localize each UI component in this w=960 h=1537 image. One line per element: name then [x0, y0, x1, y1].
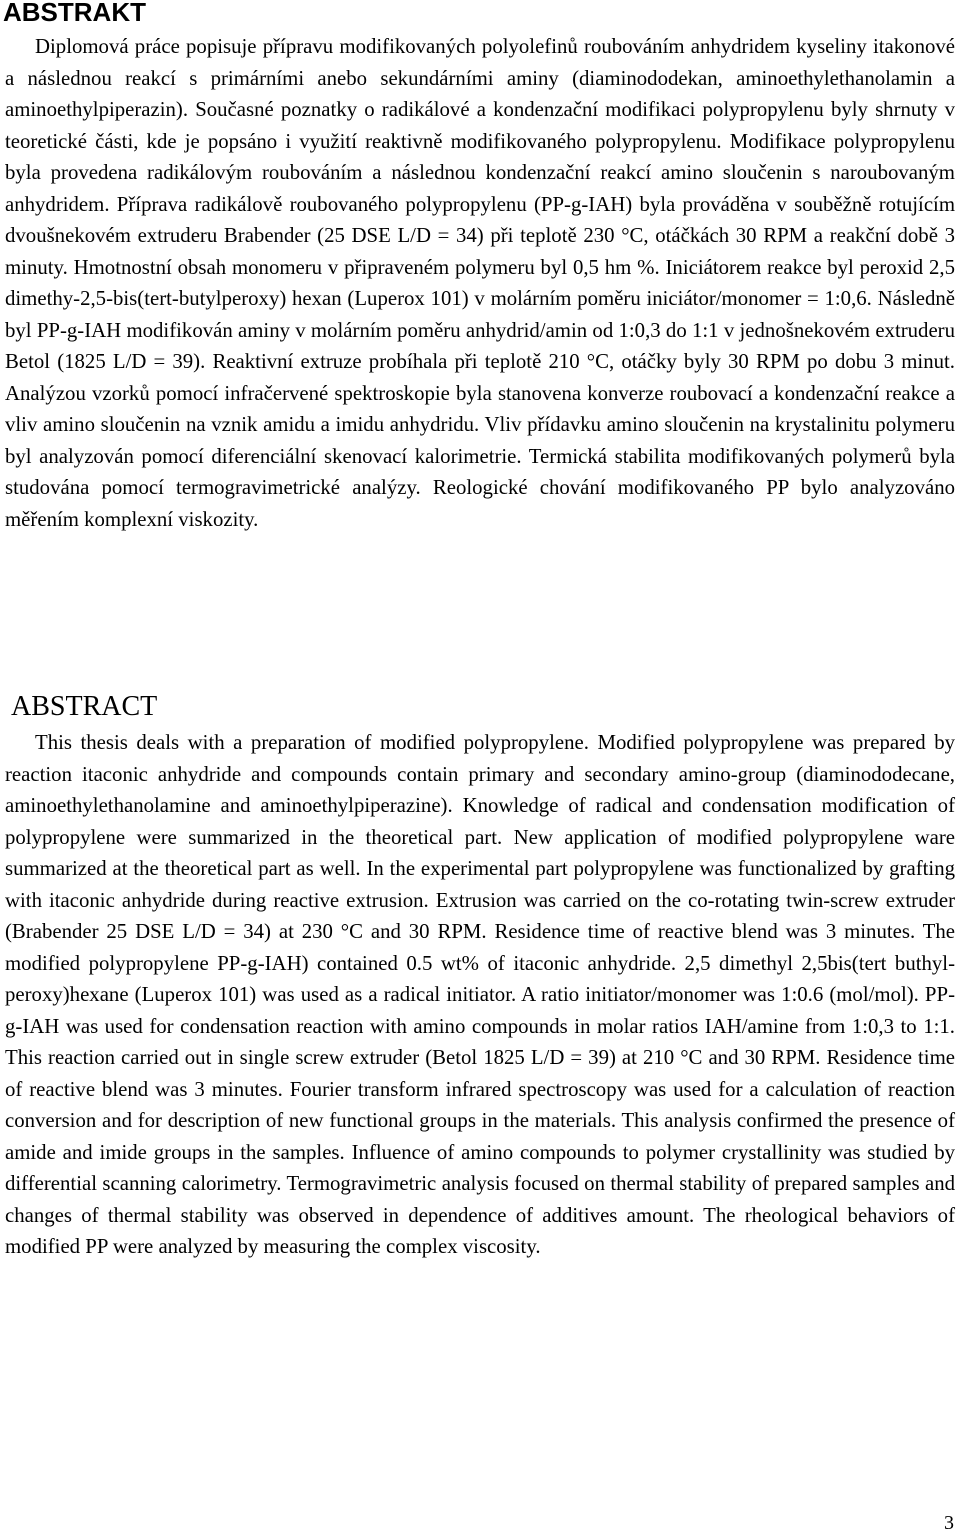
abstrakt-heading: ABSTRAKT [3, 0, 146, 27]
page-number: 3 [944, 1512, 954, 1534]
abstract-paragraph: This thesis deals with a preparation of modified polypropylene. Modified polypropylene was prepared by reaction itaconic anhydride and compounds contain primary and secondary amino-group (diaminododecane, aminoethylethanolamine and aminoethylpiperazine). Knowledge of radical and condensation modification of polypropylene were summarized in the theoretical part. New application of modified polypropylene ware summarized at the theoretical part as well. In the experimental part polypropylene was functionalized by grafting with itaconic anhydride during reactive extrusion. Extrusion was carried on the co-rotating twin-screw extruder (Brabender 25 DSE L/D = 34) at 230 °C and 30 RPM. Residence time of reactive blend was 3 minutes. The modified polypropylene PP-g-IAH) contained 0.5 wt% of itaconic anhydride. 2,5 dimethyl 2,5bis(tert buthyl-peroxy)hexane (Luperox 101) was used as a radical initiator. A ratio initiator/monomer was 1:0.6 (mol/mol). PP-g-IAH was used for condensation reaction with amino compounds in molar ratios IAH/amine from 1:0,3 to 1:1. This reaction carried out in single screw extruder (Betol 1825 L/D = 39) at 210 °C and 30 RPM. Residence time of reactive blend was 3 minutes. Fourier transform infrared spectroscopy was used for a calculation of reaction conversion and for description of new functional groups in the materials. This analysis confirmed the presence of amide and imide groups in the samples. Influence of amino compounds to polymer crystallinity was studied by differential scanning calorimetry. Termogravimetric analysis focused on thermal stability of prepared samples and changes of thermal stability was observed in dependence of additives amount. The rheological behaviors of modified PP were analyzed by measuring the complex viscosity. [5, 731, 955, 1258]
abstrakt-paragraph: Diplomová práce popisuje přípravu modifikovaných polyolefinů roubováním anhydridem kyseliny itakonové a následnou reakcí s primárními anebo sekundárními aminy (diaminododekan, aminoethylethanolamin a aminoethylpiperazin). Současné poznatky o radikálové a kondenzační modifikaci polypropylenu byly shrnuty v teoretické části, kde je popsáno i využití reaktivně modifikovaného polypropylenu. Modifikace polypropylenu byla provedena radikálovým roubováním a následnou kondenzační reakcí amino sloučenin s naroubovaným anhydridem. Příprava radikálově roubovaného polypropylenu (PP-g-IAH) byla prováděna v souběžně rotujícím dvoušnekovém extruderu Brabender (25 DSE L/D = 34) při teplotě 230 °C, otáčkách 30 RPM a reakční době 3 minuty. Hmotnostní obsah monomeru v připraveném polymeru byl 0,5 hm %. Iniciátorem reakce byl peroxid 2,5 dimethy-2,5-bis(tert-butylperoxy) hexan (Luperox 101) v molárním poměru iniciátor/monomer = 1:0,6. Následně byl PP-g-IAH modifikován aminy v molárním poměru anhydrid/amin od 1:0,3 do 1:1 v jednošnekovém extruderu Betol (1825 L/D = 39). Reaktivní extruze probíhala při teplotě 210 °C, otáčky byly 30 RPM po dobu 3 minut. Analýzou vzorků pomocí infračervené spektroskopie byla stanovena konverze roubovací a kondenzační reakce a vliv amino sloučenin na vznik amidu a imidu anhydridu. Vliv přídavku amino sloučenin na krystalinitu polymeru byl analyzován pomocí diferenciální skenovací kalorimetrie. Termická stabilita modifikovaných polymerů byla studována pomocí termogravimetrické analýzy. Reologické chování modifikovaného PP bylo analyzováno měřením komplexní viskozity. [5, 35, 955, 531]
abstract-heading: ABSTRACT [11, 691, 158, 722]
